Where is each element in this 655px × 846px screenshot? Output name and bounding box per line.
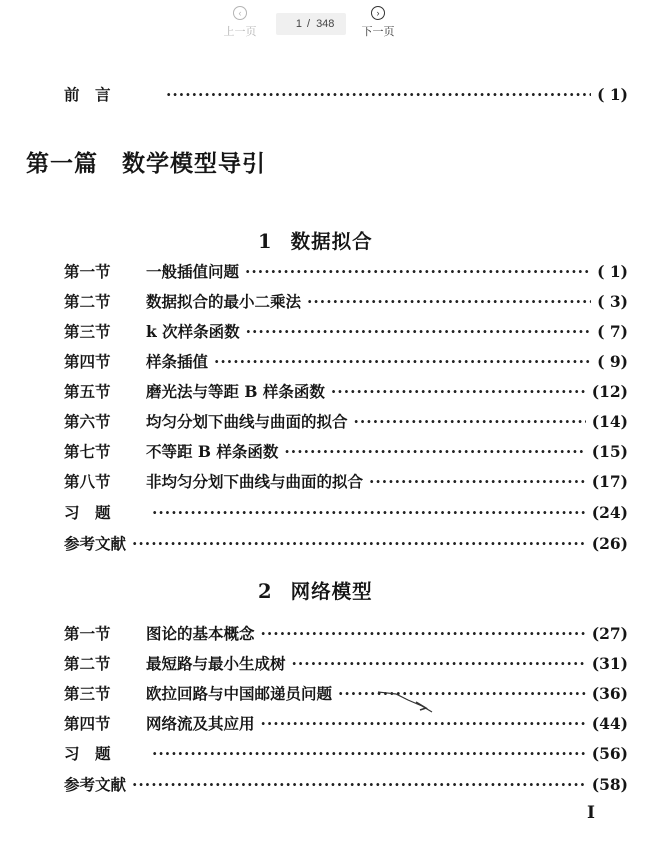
- toc-label: 第一节: [64, 624, 111, 643]
- toc-page: (14): [591, 412, 628, 431]
- toc-label: 第八节: [64, 472, 111, 491]
- toc-title: 不等距 B 样条函数: [146, 442, 279, 461]
- toc-label: 第三节: [64, 684, 111, 703]
- toc-entry-exercises: [64, 742, 628, 764]
- toc-title: 磨光法与等距 B 样条函数: [146, 382, 325, 401]
- toc-page: (26): [591, 534, 628, 553]
- toc-title: 图论的基本概念: [146, 624, 255, 643]
- toc-entry: [64, 712, 628, 734]
- toc-label: 前 言: [64, 85, 111, 104]
- toc-title: 均匀分划下曲线与曲面的拟合: [146, 412, 348, 431]
- toc-label: 第二节: [64, 654, 111, 673]
- chapter-name: 数据拟合: [290, 230, 373, 253]
- scan-smudge: [376, 686, 436, 716]
- toc-entry: [64, 652, 628, 674]
- toc-entry: [64, 350, 628, 372]
- toc-label: 第五节: [64, 382, 111, 401]
- toc-label: 参考文献: [64, 534, 127, 553]
- toc-page: (56): [591, 744, 628, 763]
- chevron-right-icon: ›: [371, 6, 385, 20]
- total-pages: 348: [316, 18, 335, 30]
- chapter-title: [258, 226, 373, 254]
- toc-entry: [64, 320, 628, 342]
- toc-page: ( 1): [597, 262, 628, 281]
- toc-page: (27): [591, 624, 628, 643]
- page-separator: /: [307, 18, 311, 30]
- toc-page: ( 7): [597, 322, 628, 341]
- toc-entry-exercises: [64, 501, 628, 523]
- toc-title: 一般插值问题: [146, 262, 240, 281]
- toc-label: 第六节: [64, 412, 111, 431]
- toc-page: (44): [591, 714, 628, 733]
- toc-entry: [64, 440, 628, 462]
- toc-page: ( 1): [597, 85, 628, 104]
- toc-page: (31): [591, 654, 628, 673]
- toc-label: 第七节: [64, 442, 111, 461]
- toc-label: 第二节: [64, 292, 111, 311]
- part-title: 第一篇 数学模型导引: [26, 151, 266, 177]
- toc-entry: [64, 260, 628, 282]
- toc-entry: [64, 682, 628, 704]
- toc-entry: [64, 380, 628, 402]
- toc-label: 第四节: [64, 714, 111, 733]
- next-page-button[interactable]: [348, 6, 408, 39]
- toc-label: 第四节: [64, 352, 111, 371]
- toc-title: 非均匀分划下曲线与曲面的拟合: [146, 472, 364, 491]
- toc-page: (24): [591, 503, 628, 522]
- chapter-number: 2: [258, 580, 273, 603]
- toc-entry: [64, 622, 628, 644]
- toc-entry: [64, 410, 628, 432]
- toc-title: 数据拟合的最小二乘法: [146, 292, 302, 311]
- chevron-left-icon: ‹: [233, 6, 247, 20]
- toc-page: (36): [591, 684, 628, 703]
- toc-label: 参考文献: [64, 775, 127, 794]
- toc-entry: [64, 470, 628, 492]
- chapter-number: 1: [258, 230, 273, 253]
- toc-title: 欧拉回路与中国邮递员问题: [146, 684, 333, 703]
- toc-title: k 次样条函数: [146, 322, 240, 341]
- page-number-roman: I: [587, 803, 595, 823]
- page-indicator: [276, 13, 346, 35]
- toc-page: (17): [591, 472, 628, 491]
- pager-toolbar: [0, 0, 655, 50]
- toc-entry-references: [64, 773, 628, 795]
- chapter-title: [258, 576, 373, 604]
- toc-page: (15): [591, 442, 628, 461]
- prev-page-label: 上一页: [223, 26, 257, 38]
- toc-page: ( 9): [597, 352, 628, 371]
- chapter-name: 网络模型: [290, 580, 373, 603]
- toc-title: 样条插值: [146, 352, 209, 371]
- toc-page: (12): [591, 382, 628, 401]
- toc-entry-preface: [64, 83, 628, 105]
- toc-label: 第一节: [64, 262, 111, 281]
- toc-title: 网络流及其应用: [146, 714, 255, 733]
- toc-page: (58): [591, 775, 628, 794]
- toc-label: 习 题: [64, 744, 111, 763]
- toc-entry: [64, 290, 628, 312]
- toc-entry-references: [64, 532, 628, 554]
- prev-page-button[interactable]: [210, 6, 270, 39]
- page-number-input[interactable]: [276, 18, 302, 30]
- next-page-label: 下一页: [361, 26, 395, 38]
- toc-label: 习 题: [64, 503, 111, 522]
- toc-label: 第三节: [64, 322, 111, 341]
- toc-page: ( 3): [597, 292, 628, 311]
- toc-title: 最短路与最小生成树: [146, 654, 286, 673]
